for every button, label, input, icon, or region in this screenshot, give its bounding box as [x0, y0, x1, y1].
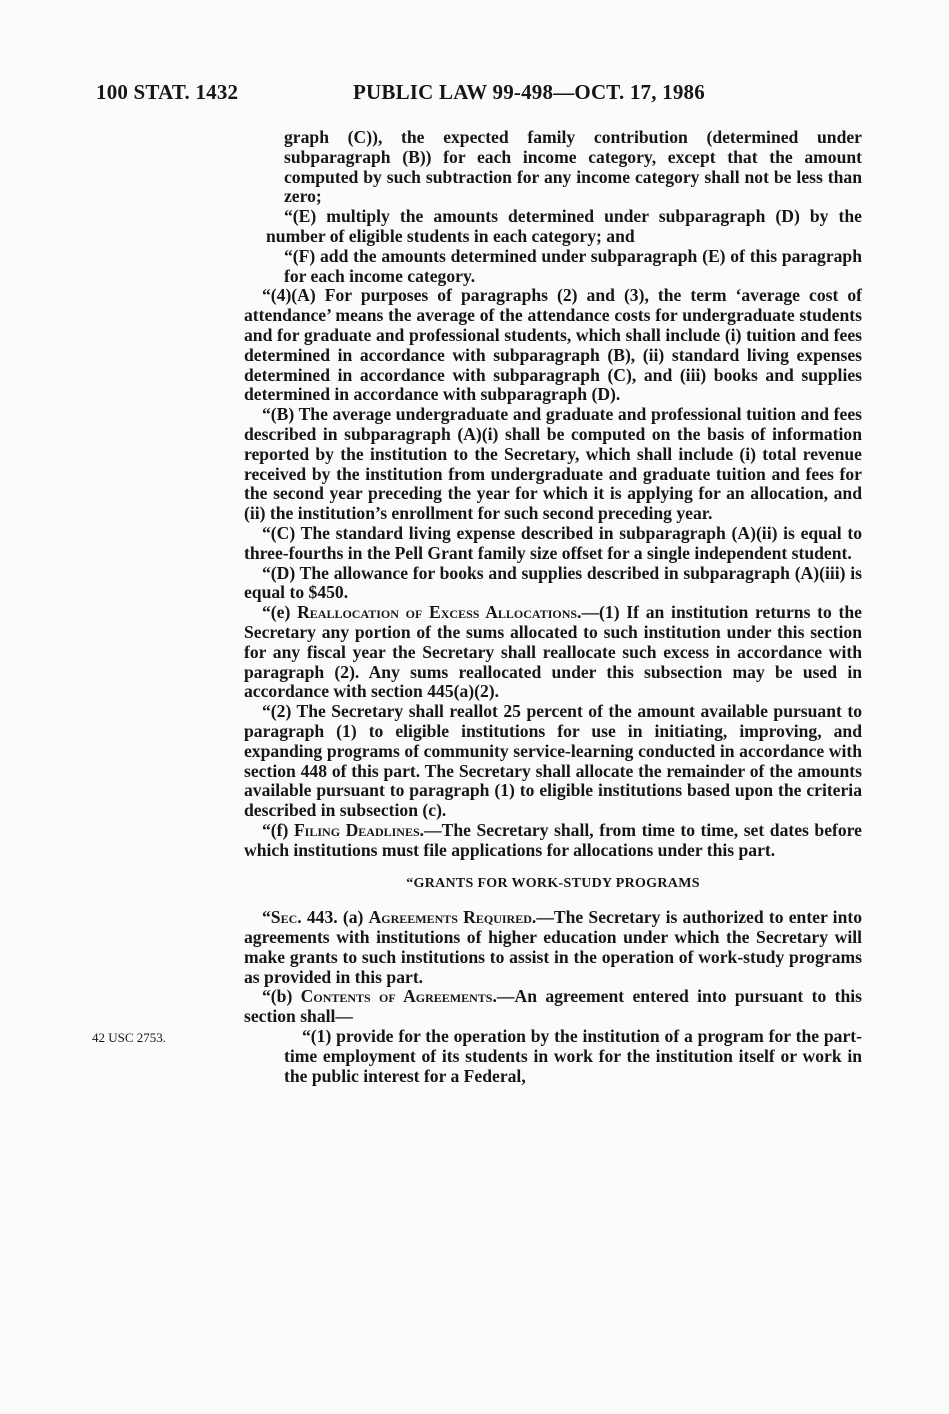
- paragraph-D: “(D) The allowance for books and supplies described in subparagraph (A)(iii) is equal to $450.: [244, 562, 862, 603]
- section-subheading: Agreements Required.: [368, 907, 537, 928]
- paragraph-f-text: —The Secretary shall, from time to time, set dates before which institutions must file applications for allocations under this part.: [244, 819, 862, 860]
- paragraph-F: “(F) add the amounts determined under subparagraph (E) of this paragraph for each income category.: [284, 245, 862, 286]
- paragraph-e-reallocation: [244, 603, 862, 702]
- section-number: 443. (a): [301, 907, 369, 928]
- statute-reference: 100 STAT. 1432: [96, 80, 239, 104]
- paragraph-2: “(2) The Secretary shall reallot 25 percent of the amount available pursuant to paragraph (1) to eligible institutions for use in initiating, improving, and expanding programs of community service-learning conducted in accordance with section 448 of this part. The Secretary shall allocate the remainder of the amounts available pursuant to paragraph (1) to eligible institutions based upon the criteria described in subsection (c).: [244, 701, 862, 821]
- paragraph-b-heading: Contents of Agreements.: [300, 986, 497, 1007]
- section-heading: “GRANTS FOR WORK-STUDY PROGRAMS: [406, 876, 700, 892]
- public-law-title: PUBLIC LAW 99-498—OCT. 17, 1986: [353, 80, 705, 104]
- section-label: Sec.: [270, 907, 302, 928]
- paragraph-f-heading: Filing Deadlines.: [293, 819, 425, 840]
- section-open-quote: “: [262, 907, 271, 928]
- paragraph-b-contents: [244, 987, 862, 1027]
- document-body: [244, 128, 862, 1086]
- paragraph-e-heading: Reallocation of Excess Allocations.: [297, 602, 582, 623]
- paragraph-e-open: “(e): [262, 602, 298, 623]
- paragraph-E-text: “(E) multiply the amounts determined under subparagraph (D) by the number of eligible students in each category; and: [266, 206, 862, 246]
- paragraph-1: “(1) provide for the operation by the institution of a program for the part-time employment of its students in work for the institution itself or work in the public interest for a Federal,: [284, 1026, 862, 1086]
- page-header: [96, 80, 856, 110]
- paragraph-C: “(C) The standard living expense described in subparagraph (A)(ii) is equal to three-fourths in the Pell Grant family size offset for a single independent student.: [244, 522, 862, 563]
- usc-margin-note: 42 USC 2753.: [92, 1030, 167, 1045]
- paragraph-f-open: “(f): [262, 819, 294, 840]
- paragraph-e-text: —(1) If an institution returns to the Secretary any portion of the sums allocated to such institution under this section for any fiscal year the Secretary shall reallocate such excess in accordance with paragraph (2). Any sums reallocated under this subsection may be used in accordance with section 445(a)(2).: [244, 602, 862, 702]
- paragraph-continuation: graph (C)), the expected family contribution (determined under subparagraph (B)) for each income category, except that the amount computed by such subtraction for any income category shall not be less than zero;: [284, 127, 862, 207]
- paragraph-b-text: —An agreement entered into pursuant to this section shall—: [244, 986, 863, 1027]
- paragraph-b-open: “(b): [262, 986, 301, 1007]
- paragraph-B: “(B) The average undergraduate and graduate and professional tuition and fees described in subparagraph (A)(i) shall be computed on the basis of information reported by the institution to the Secretary, which shall include (i) total revenue received by the institution from undergraduate and graduate tuition and fees for the second year preceding the year for which it is applying for an allocation, and (ii) the institution’s enrollment for such second preceding year.: [244, 404, 862, 524]
- paragraph-f-filing: [244, 821, 862, 861]
- section-text: —The Secretary is authorized to enter into agreements with institutions of higher education under which the Secretary will make grants to such institutions to assist in the operation of work-study programs as provided in this part.: [244, 907, 863, 987]
- section-443-paragraph: [244, 908, 862, 987]
- paragraph-4A: “(4)(A) For purposes of paragraphs (2) and (3), the term ‘average cost of attendance’ means the average of the attendance costs for undergraduate students and for graduate and professional students, which shall include (i) tuition and fees determined in accordance with subparagraph (B), (ii) standard living expenses determined in accordance with subparagraph (C), and (iii) books and supplies determined in accordance with subparagraph (D).: [244, 285, 862, 405]
- paragraph-E: [244, 207, 862, 247]
